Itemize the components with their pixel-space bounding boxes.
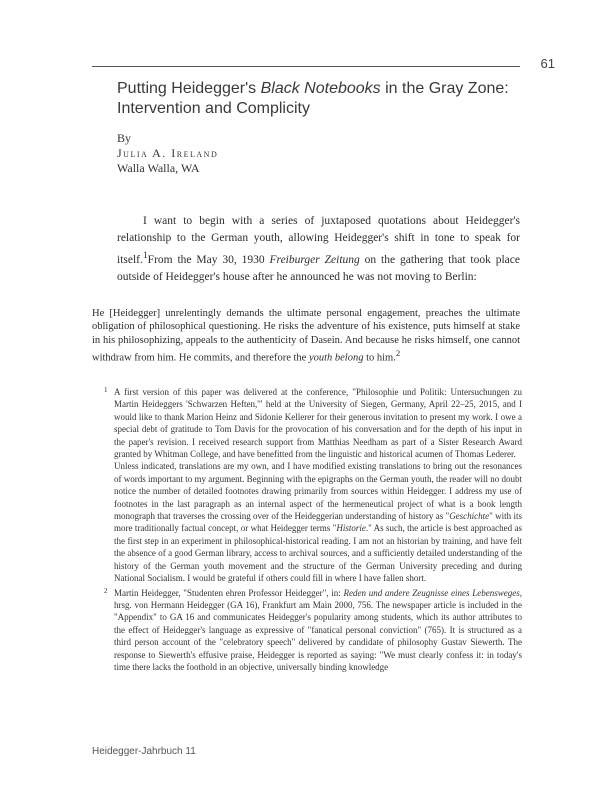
- fn1-b2: " with its more traditionally factual concept, or what Heidegger terms ": [114, 511, 522, 534]
- page-number: 61: [540, 56, 555, 71]
- block-quote: [92, 307, 520, 365]
- footnote-2-mark: 2: [104, 586, 108, 595]
- footnotes: [104, 386, 522, 675]
- intro-paragraph: [117, 213, 520, 286]
- fn1-geschichte: Geschichte: [449, 511, 490, 522]
- quote-text-a: He [Heidegger] unrelentingly demands the ultimate personal engagement, preaches the ultimate obligation of philosophical questioning. He risks the adventure of his existence, puts himself at stake in his philosophizing, appeals to the authenticity of Dasein. And because he risks himself, one cannot withdraw from him. He commits, and therefore the: [92, 308, 520, 364]
- intro-text-c: on the gathering that took place outside of Heidegger's house after he announced he was not moving to Berlin:: [117, 253, 520, 283]
- title-line-2: Intervention and Complicity: [117, 100, 310, 117]
- title-italic: Black Notebooks: [260, 80, 381, 97]
- title-prefix: Putting Heidegger's: [117, 80, 261, 97]
- fn1-b3: ." As such, the article is best approached as the first step in an experiment in philosophical-historical reading. I am not an historian by training, and have felt the absence of a good German library, access to archival sources, and a sufficiently detailed understanding of the history of the German youth movement and the structure of the German University preceding and during National Socialism. I would be grateful if others could fill in where I have fallen short.: [114, 523, 522, 584]
- header-rule: [92, 66, 520, 67]
- fn2-b: , hrsg. von Hermann Heidegger (GA 16), Frankfurt am Main 2000, 756. The newspaper article is included in the "Appendix" to GA 16 and communicates Heidegger's popularity among students, which its author attributes to the effect of Heidegger's language as expressive of "fanatical personal conviction" (765). It is structured as a third person account of the "celebratory speech" delivered by candidate of philosophy Gustav Siewerth. The response to Siewerth's effusive praise, Heidegger is reported as saying: "We must clearly confess it: in today's time there lacks the foothold in an objective, universally binding knowledge: [114, 587, 522, 672]
- footnote-2: [104, 587, 522, 674]
- author-location: Walla Walla, WA: [117, 161, 200, 175]
- title-line-1: [117, 79, 537, 99]
- intro-text-b: From the May 30, 1930: [147, 253, 270, 266]
- fn2-book-title: Reden und andere Zeugnisse eines Lebensweges: [343, 587, 520, 598]
- fn2-a: Martin Heidegger, "Studenten ehren Professor Heidegger", in:: [114, 587, 344, 598]
- footnote-1: [104, 386, 522, 585]
- footnote-ref-1: 1: [142, 250, 148, 261]
- fn1-b1: Unless indicated, translations are my own, and I have modified existing translations to bring out the resonances of words important to my argument. Beginning with the epigraphs on the German youth, the reader will no doubt notice the number of detailed footnotes drawing primarily from sources within Heidegger. I address my use of footnotes in the last paragraph as an internal aspect of the hermeneutical project of what is a book length monograph that traverses the crossing over of the Heideggerian understanding of history as ": [114, 461, 522, 522]
- byline-by: By: [117, 131, 132, 145]
- title-suffix: in the Gray Zone:: [380, 80, 509, 97]
- author-name: Julia A. Ireland: [117, 146, 219, 160]
- newspaper-title: Freiburger Zeitung: [269, 253, 360, 266]
- footnote-1-mark: 1: [104, 386, 108, 394]
- quote-italic: youth belong: [308, 352, 364, 364]
- journal-footer: Heidegger-Jahrbuch 11: [92, 746, 196, 757]
- fn1-historie: Historie: [336, 523, 366, 534]
- article-title: [117, 79, 537, 119]
- quote-text-b: to him.: [363, 352, 396, 364]
- footnote-2-text: [114, 587, 522, 674]
- footnote-1-para-2: [114, 460, 522, 584]
- byline: [117, 131, 218, 176]
- intro-text-a: I want to begin with a series of juxtaposed quotations about Heidegger's relationship to the German youth, allowing Heidegger's shift in tone to speak for itself.: [117, 215, 520, 266]
- footnote-1-para-1: A first version of this paper was delivered at the conference, "Philosophie und Politik: Untersuchungen zu Martin Heideggers 'Schwarzen Heften,'" held at the University of Siegen, Germany, April 22–25, 2015, and I would like to thank Marion Heinz and Sidonie Kellerer for their generous invitation to present my work. I owe a special debt of gratitude to Tom Davis for the provocation of his conversation and for the depth of his input in the paper's revision. I received research support from Matthias Needham as part of a Sister Research Award granted by Whitman College, and have benefitted from the linguistic and historical acumen of Thomas Lederer.: [114, 387, 522, 460]
- footnote-ref-2: 2: [395, 348, 401, 359]
